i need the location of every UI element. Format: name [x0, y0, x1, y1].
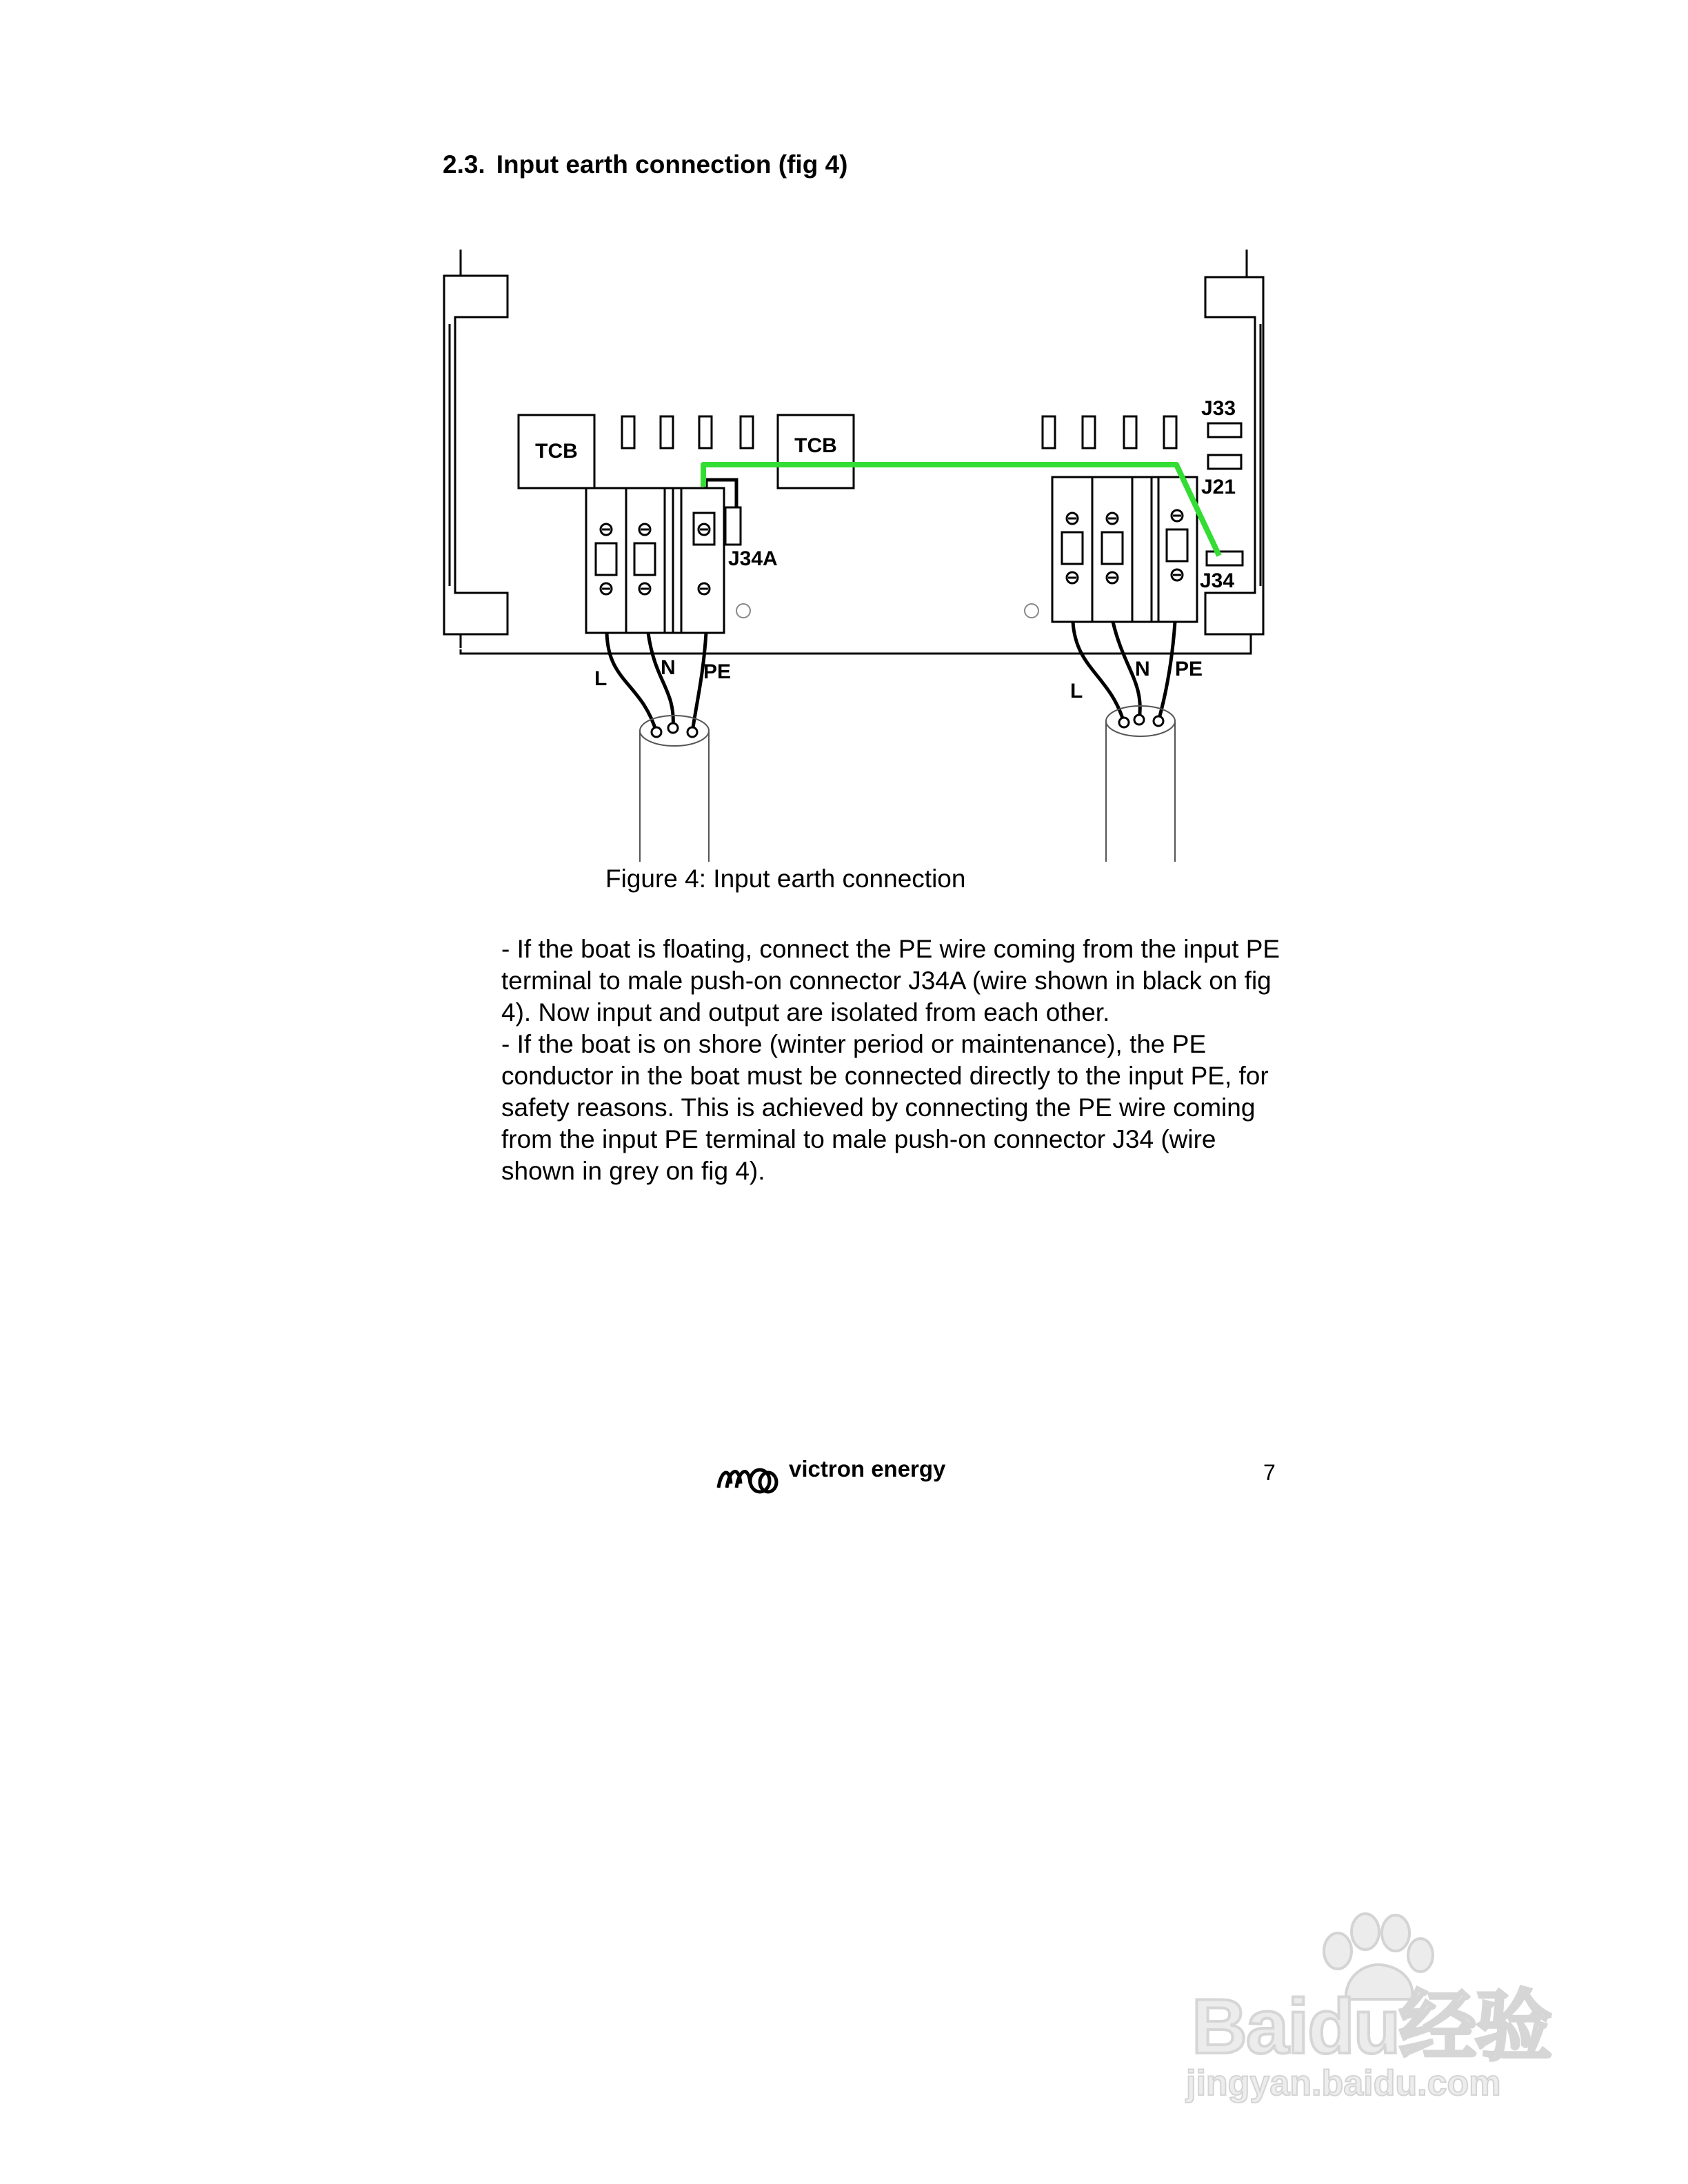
left-frame-bracket	[444, 250, 508, 634]
watermark-sub: jingyan.baidu.com	[1186, 2063, 1501, 2103]
connector-slot	[1083, 416, 1095, 448]
body-text	[501, 933, 1287, 1187]
section-heading	[443, 150, 847, 179]
figure-caption: Figure 4: Input earth connection	[605, 865, 966, 893]
connector-slot	[1164, 416, 1176, 448]
wire-l-left	[607, 633, 656, 732]
connector-slot	[1043, 416, 1055, 448]
connector-slot	[622, 416, 634, 448]
paragraph-on-shore: - If the boat is on shore (winter period or maintenance), the PE conductor in the boat must be connected directly to the input PE, for safety reasons. This is achieved by connecting the PE wire coming from the input PE terminal to male push-on connector J34 (wire shown in grey on fig 4).	[501, 1030, 1269, 1185]
page-number: 7	[1263, 1460, 1276, 1485]
mounting-screw	[1025, 604, 1038, 618]
section-number: 2.3.	[443, 150, 485, 179]
cable-left	[640, 731, 709, 862]
tcb-right-label: TCB	[794, 434, 837, 457]
label-pe-left: PE	[703, 660, 732, 683]
label-l-left: L	[594, 667, 607, 690]
j34-connector	[1207, 552, 1243, 565]
tcb-left-label: TCB	[535, 440, 578, 463]
panel-bottom-edge	[461, 634, 1251, 654]
j34-label: J34	[1200, 569, 1235, 592]
wire-n-left	[648, 633, 673, 728]
wire-pe-right	[1158, 622, 1175, 721]
mounting-screw	[736, 604, 750, 618]
j34a-connector	[725, 507, 741, 545]
j21-connector	[1208, 455, 1241, 469]
j33-label: J33	[1201, 397, 1236, 420]
baidu-watermark	[1186, 1910, 1572, 2116]
connector-slot	[699, 416, 712, 448]
footer-brand: victron energy	[789, 1456, 946, 1482]
watermark-main: Baidu经验	[1192, 1983, 1551, 2070]
connector-slot	[1124, 416, 1136, 448]
paragraph-floating: - If the boat is floating, connect the PE wire coming from the input PE terminal to male push-on connector J34A (wire shown in black on fig 4). Now input and output are isolated from each other.	[501, 935, 1280, 1027]
j33-connector	[1208, 423, 1241, 437]
victron-logo-icon	[714, 1456, 781, 1497]
figure-4-diagram	[414, 234, 1310, 869]
section-title: Input earth connection (fig 4)	[496, 150, 848, 179]
connector-slot	[741, 416, 753, 448]
j21-label: J21	[1201, 476, 1236, 498]
cable-right	[1106, 721, 1175, 862]
label-n-left: N	[661, 656, 676, 679]
connector-slot	[661, 416, 673, 448]
j34a-label: J34A	[728, 547, 778, 570]
label-pe-right: PE	[1175, 658, 1203, 680]
label-l-right: L	[1070, 680, 1083, 702]
label-n-right: N	[1135, 658, 1150, 680]
